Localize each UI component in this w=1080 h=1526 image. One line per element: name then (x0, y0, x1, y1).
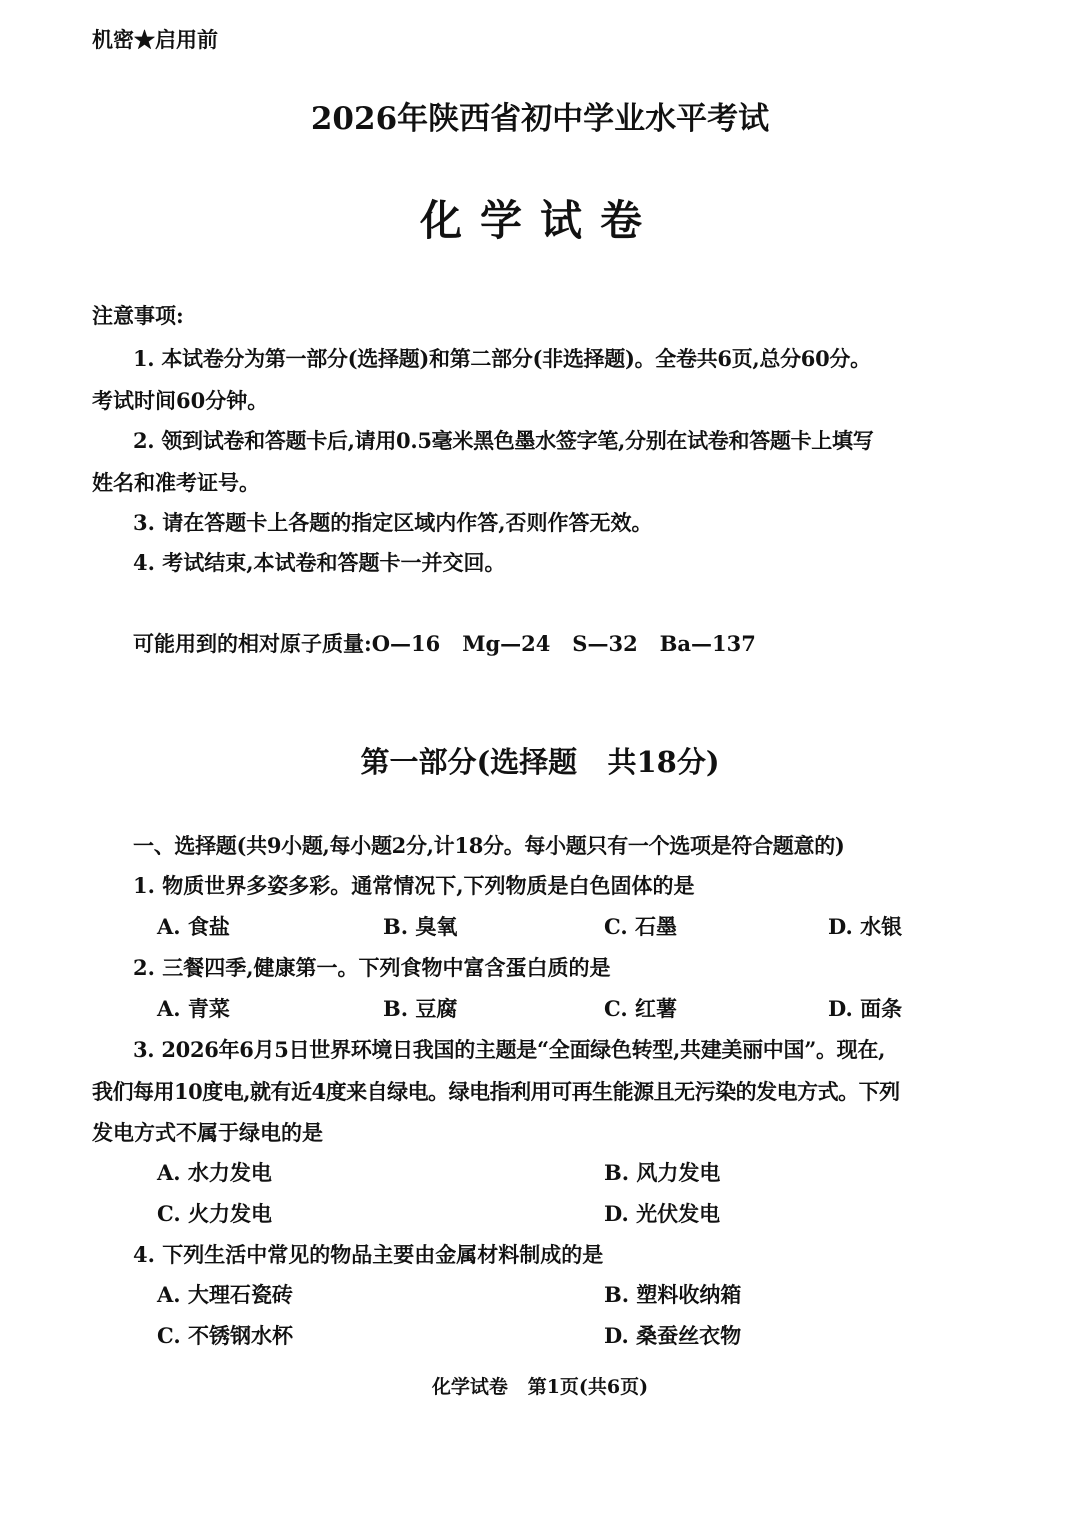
question-3-stem: 3. 2026年6月5日世界环境日我国的主题是“全面绿色转型,共建美丽中国”。现在, (133, 1037, 886, 1062)
notice-heading: 注意事项: (92, 303, 184, 328)
notice-item-2-cont: 姓名和准考证号。 (92, 470, 260, 495)
question-2-option-d: D. 面条 (828, 996, 903, 1021)
confidential-label: 机密★启用前 (92, 27, 218, 52)
question-1-option-d: D. 水银 (828, 914, 903, 939)
question-4-option-a: A. 大理石瓷砖 (157, 1282, 293, 1307)
notice-item-2: 2. 领到试卷和答题卡后,请用0.5毫米黑色墨水签字笔,分别在试卷和答题卡上填写 (133, 428, 874, 453)
page-footer: 化学试卷 第1页(共6页) (431, 1376, 649, 1398)
question-2-option-c: C. 红薯 (604, 996, 677, 1021)
notice-item-1-cont: 考试时间60分钟。 (92, 388, 269, 413)
part1-title: 第一部分(选择题 共18分) (360, 745, 720, 779)
question-3-stem-cont-2: 发电方式不属于绿电的是 (92, 1120, 323, 1145)
question-3-option-c: C. 火力发电 (157, 1201, 272, 1226)
question-3-option-d: D. 光伏发电 (604, 1201, 721, 1226)
question-1-option-b: B. 臭氧 (383, 914, 458, 939)
question-2-option-b: B. 豆腐 (383, 996, 458, 1021)
question-4-option-b: B. 塑料收纳箱 (604, 1282, 742, 1307)
question-4-stem: 4. 下列生活中常见的物品主要由金属材料制成的是 (133, 1242, 604, 1267)
question-4-option-d: D. 桑蚕丝衣物 (604, 1323, 742, 1348)
question-1-stem: 1. 物质世界多姿多彩。通常情况下,下列物质是白色固体的是 (133, 873, 695, 898)
notice-item-4: 4. 考试结束,本试卷和答题卡一并交回。 (133, 550, 506, 575)
section-heading: 一、选择题(共9小题,每小题2分,计18分。每小题只有一个选项是符合题意的) (133, 833, 845, 858)
atomic-masses: 可能用到的相对原子质量:O—16 Mg—24 S—32 Ba—137 (133, 631, 756, 656)
question-2-stem: 2. 三餐四季,健康第一。下列食物中富含蛋白质的是 (133, 955, 611, 980)
question-1-option-c: C. 石墨 (604, 914, 677, 939)
question-3-option-a: A. 水力发电 (157, 1160, 272, 1185)
question-1-option-a: A. 食盐 (157, 914, 230, 939)
notice-item-1: 1. 本试卷分为第一部分(选择题)和第二部分(非选择题)。全卷共6页,总分60分。 (133, 346, 871, 371)
notice-item-3: 3. 请在答题卡上各题的指定区域内作答,否则作答无效。 (133, 510, 653, 535)
question-3-option-b: B. 风力发电 (604, 1160, 721, 1185)
question-3-stem-cont-1: 我们每用10度电,就有近4度来自绿电。绿电指利用可再生能源且无污染的发电方式。下列 (92, 1079, 900, 1104)
question-4-option-c: C. 不锈钢水杯 (157, 1323, 293, 1348)
question-2-option-a: A. 青菜 (157, 996, 230, 1021)
exam-title: 2026年陕西省初中学业水平考试 (310, 101, 770, 137)
subject-title: 化学试卷 (419, 196, 660, 245)
